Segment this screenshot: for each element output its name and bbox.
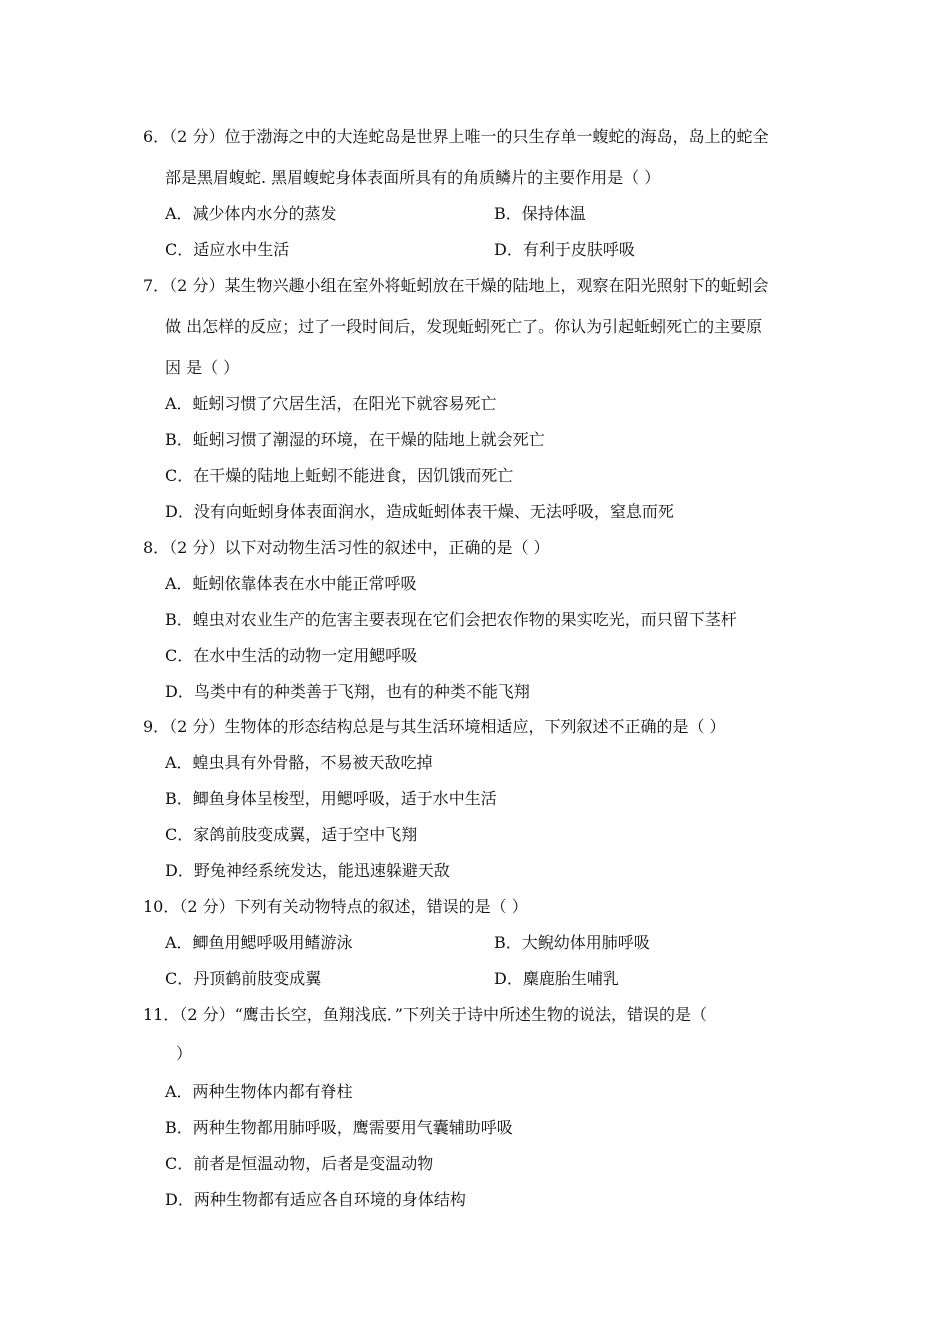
question-6-option-a: A．减少体内水分的蒸发 (165, 204, 337, 223)
question-11-option-a: A．两种生物体内都有脊柱 (165, 1082, 353, 1101)
question-8-option-b: B．蝗虫对农业生产的危害主要表现在它们会把农作物的果实吃光，而只留下茎杆 (165, 610, 737, 629)
question-9-stem: 9．（2 分）生物体的形态结构总是与其生活环境相适应，下列叙述不正确的是（ ） (143, 717, 726, 736)
question-9-option-a: A．蝗虫具有外骨骼，不易被天敌吃掉 (165, 753, 433, 772)
question-7-stem-line-3: 因 是（ ） (165, 358, 240, 377)
question-8-option-c: C．在水中生活的动物一定用鳃呼吸 (165, 646, 418, 665)
question-6-stem-line-2: 部是黑眉蝮蛇. 黑眉蝮蛇身体表面所具有的角质鳞片的主要作用是（ ） (165, 168, 661, 187)
question-7-stem-line-1: 7．（2 分）某生物兴趣小组在室外将蚯蚓放在干燥的陆地上，观察在阳光照射下的蚯蚓会 (143, 276, 769, 295)
question-11-option-c: C．前者是恒温动物，后者是变温动物 (165, 1154, 434, 1173)
question-11-option-b: B．两种生物都用肺呼吸，鹰需要用气囊辅助呼吸 (165, 1118, 513, 1137)
question-6-option-d: D．有利于皮肤呼吸 (494, 240, 635, 259)
question-6-option-b: B．保持体温 (494, 204, 586, 223)
question-8-stem: 8．（2 分）以下对动物生活习性的叙述中，正确的是（ ） (143, 538, 550, 557)
question-9-option-b: B．鲫鱼身体呈梭型，用鳃呼吸，适于水中生活 (165, 789, 497, 808)
question-10-option-c: C．丹顶鹤前肢变成翼 (165, 969, 322, 988)
question-9-option-d: D．野兔神经系统发达，能迅速躲避天敌 (165, 861, 450, 880)
question-7-option-b: B．蚯蚓习惯了潮湿的环境，在干燥的陆地上就会死亡 (165, 430, 545, 449)
question-8-option-a: A．蚯蚓依靠体表在水中能正常呼吸 (165, 574, 417, 593)
question-6-option-c: C．适应水中生活 (165, 240, 290, 259)
question-7-stem-line-2: 做 出怎样的反应；过了一段时间后，发现蚯蚓死亡了。你认为引起蚯蚓死亡的主要原 (165, 317, 763, 336)
question-7-option-a: A．蚯蚓习惯了穴居生活，在阳光下就容易死亡 (165, 394, 497, 413)
question-10-stem: 10．（2 分）下列有关动物特点的叙述，错误的是（ ） (143, 897, 528, 916)
question-8-option-d: D．鸟类中有的种类善于飞翔，也有的种类不能飞翔 (165, 682, 530, 701)
question-7-option-c: C．在干燥的陆地上蚯蚓不能进食，因饥饿而死亡 (165, 466, 514, 485)
question-7-option-d: D．没有向蚯蚓身体表面润水，造成蚯蚓体表干燥、无法呼吸，窒息而死 (165, 502, 674, 521)
question-10-option-d: D．麋鹿胎生哺乳 (494, 969, 619, 988)
question-11-stem-line-1: 11．（2 分）“鹰击长空，鱼翔浅底．”下列关于诗中所述生物的说法，错误的是（ (143, 1005, 707, 1024)
question-11-option-d: D．两种生物都有适应各自环境的身体结构 (165, 1190, 466, 1209)
question-9-option-c: C．家鸽前肢变成翼，适于空中飞翔 (165, 825, 418, 844)
question-10-option-b: B．大鲵幼体用肺呼吸 (494, 933, 650, 952)
question-10-option-a: A．鲫鱼用鳃呼吸用鳍游泳 (165, 933, 353, 952)
question-11-stem-line-2: ） (176, 1044, 193, 1063)
question-6-stem-line-1: 6．（2 分）位于渤海之中的大连蛇岛是世界上唯一的只生存单一蝮蛇的海岛，岛上的蛇全 (143, 127, 769, 146)
